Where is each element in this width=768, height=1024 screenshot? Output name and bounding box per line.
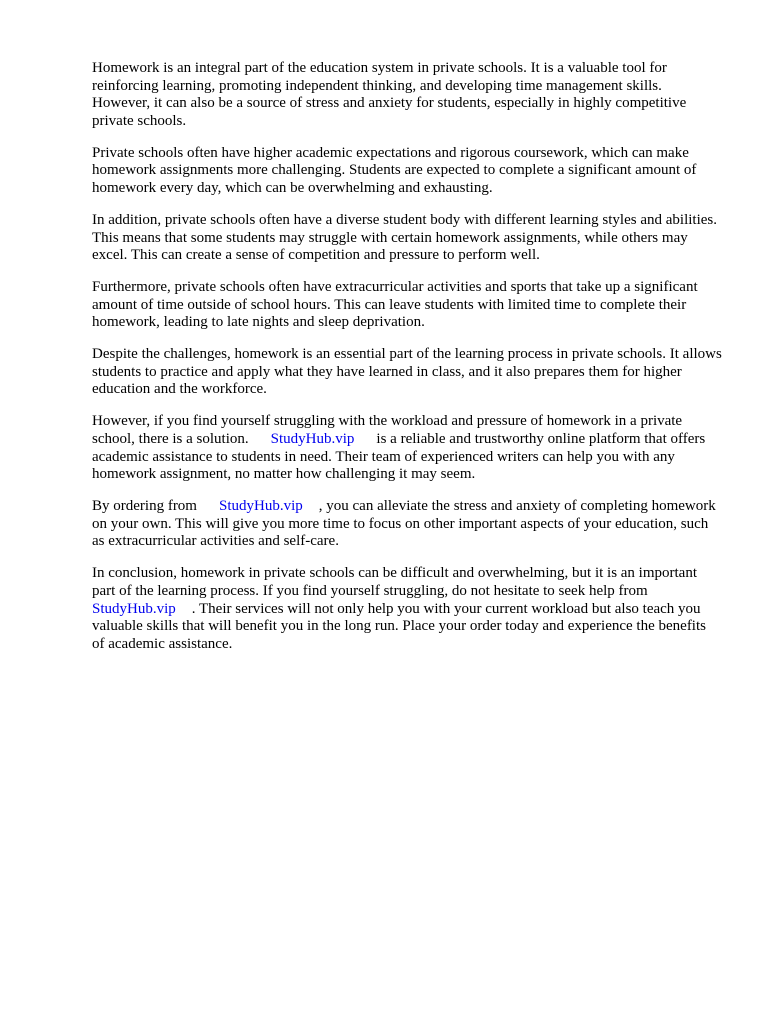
studyhub-link[interactable]: StudyHub.vip: [270, 431, 355, 448]
paragraph-8-text-after: . Their services will not only help you with your current workload but also teach you valuable skills that will benefit you in the long run. Place your order today and experience the benefits of academic assistance.: [92, 600, 706, 652]
paragraph-5: Despite the challenges, homework is an essential part of the learning process in private schools. It allows students to practice and apply what they have learned in class, and it also prepares them for higher education and the workforce.: [92, 346, 722, 398]
paragraph-7: [92, 498, 722, 551]
paragraph-4: Furthermore, private schools often have extracurricular activities and sports that take up a significant amount of time outside of school hours. This can leave students with limited time to complete their homework, leading to late nights and sleep deprivation.: [92, 279, 698, 331]
paragraph-3: In addition, private schools often have a diverse student body with different learning styles and abilities. This means that some students may struggle with certain homework assignments, while others may excel. This can create a sense of competition and pressure to perform well.: [92, 211, 717, 264]
studyhub-link[interactable]: StudyHub.vip: [92, 600, 176, 617]
paragraph-8: [92, 565, 722, 653]
paragraph-1: Homework is an integral part of the education system in private schools. It is a valuable tool for reinforcing learning, promoting independent thinking, and developing time management skills. However, it can also be a source of stress and anxiety for students, especially in highly competitive private schools.: [92, 60, 687, 129]
paragraph-6-text-after: is a reliable and trustworthy online platform that offers academic assistance to students in need. Their team of experienced writers can help you with any homework assignment, no matter how challenging it may seem.: [92, 431, 706, 483]
studyhub-link[interactable]: StudyHub.vip: [218, 498, 303, 515]
paragraph-6-text-before: However, if you find yourself struggling with the workload and pressure of homework in a private school, there is a solution.: [92, 413, 683, 448]
paragraph-6: [92, 413, 722, 483]
paragraph-2: Private schools often have higher academic expectations and rigorous coursework, which can make homework assignments more challenging. Students are expected to complete a significant amount of homework every day, which can be overwhelming and exhausting.: [92, 144, 697, 196]
paragraph-8-text-before: In conclusion, homework in private schools can be difficult and overwhelming, but it is an important part of the learning process. If you find yourself struggling, do not hesitate to seek help from: [92, 565, 698, 599]
paragraph-7-text-before: By ordering from: [92, 498, 197, 515]
paragraph-7-text-after: , you can alleviate the stress and anxiety of completing homework on your own. This will give you more time to focus on other important aspects of your education, such as extracurricular activities and self-care.: [92, 498, 716, 550]
document-body: [92, 60, 722, 668]
